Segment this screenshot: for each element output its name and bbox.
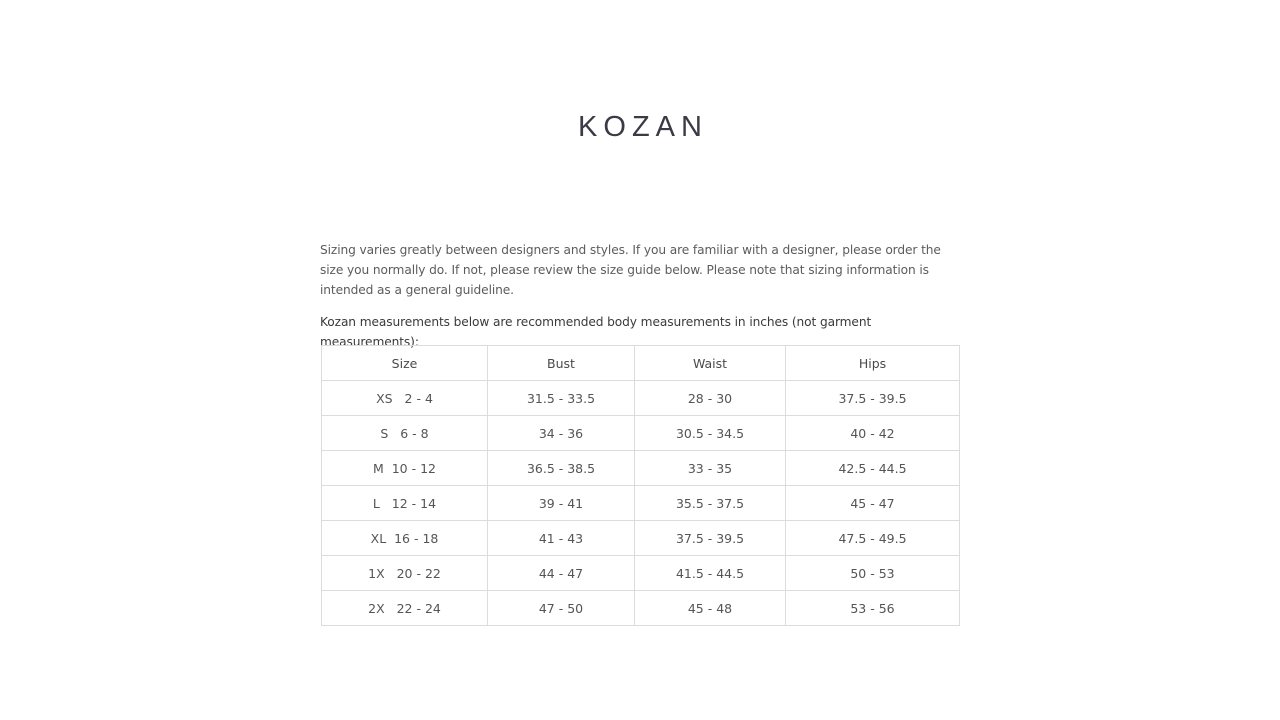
measurement-note: Kozan measurements below are recommended body measurements in inches (not garment measurements): bbox=[320, 315, 872, 349]
intro-text: Sizing varies greatly between designers and styles. If you are familiar with a designer, please order the size you normally do. If not, please review the size guide below. Please note that sizing information is intended as a general guideline. bbox=[320, 243, 941, 297]
cell-size: 1X 20 - 22 bbox=[322, 556, 488, 591]
cell-size: 2X 22 - 24 bbox=[322, 591, 488, 626]
cell-bust: 34 - 36 bbox=[488, 416, 635, 451]
cell-hips: 40 - 42 bbox=[786, 416, 960, 451]
table-row bbox=[322, 381, 960, 416]
cell-bust: 41 - 43 bbox=[488, 521, 635, 556]
cell-hips: 53 - 56 bbox=[786, 591, 960, 626]
cell-waist: 37.5 - 39.5 bbox=[635, 521, 786, 556]
brand-logo: KOZAN bbox=[578, 111, 708, 143]
header-hips: Hips bbox=[786, 346, 960, 381]
cell-bust: 36.5 - 38.5 bbox=[488, 451, 635, 486]
cell-bust: 44 - 47 bbox=[488, 556, 635, 591]
table-row bbox=[322, 556, 960, 591]
cell-waist: 35.5 - 37.5 bbox=[635, 486, 786, 521]
cell-size: L 12 - 14 bbox=[322, 486, 488, 521]
cell-hips: 42.5 - 44.5 bbox=[786, 451, 960, 486]
cell-waist: 33 - 35 bbox=[635, 451, 786, 486]
cell-bust: 47 - 50 bbox=[488, 591, 635, 626]
cell-size: XS 2 - 4 bbox=[322, 381, 488, 416]
cell-hips: 37.5 - 39.5 bbox=[786, 381, 960, 416]
cell-size: M 10 - 12 bbox=[322, 451, 488, 486]
cell-size: S 6 - 8 bbox=[322, 416, 488, 451]
cell-waist: 41.5 - 44.5 bbox=[635, 556, 786, 591]
cell-waist: 30.5 - 34.5 bbox=[635, 416, 786, 451]
table-header-row bbox=[322, 346, 960, 381]
cell-waist: 45 - 48 bbox=[635, 591, 786, 626]
table-row bbox=[322, 451, 960, 486]
table-row bbox=[322, 416, 960, 451]
cell-hips: 47.5 - 49.5 bbox=[786, 521, 960, 556]
header-waist: Waist bbox=[635, 346, 786, 381]
cell-size: XL 16 - 18 bbox=[322, 521, 488, 556]
cell-bust: 39 - 41 bbox=[488, 486, 635, 521]
header-size: Size bbox=[322, 346, 488, 381]
table-row bbox=[322, 521, 960, 556]
cell-hips: 45 - 47 bbox=[786, 486, 960, 521]
cell-hips: 50 - 53 bbox=[786, 556, 960, 591]
table-row bbox=[322, 591, 960, 626]
header-bust: Bust bbox=[488, 346, 635, 381]
cell-waist: 28 - 30 bbox=[635, 381, 786, 416]
size-chart-table bbox=[321, 345, 960, 626]
table-row bbox=[322, 486, 960, 521]
cell-bust: 31.5 - 33.5 bbox=[488, 381, 635, 416]
size-guide bbox=[320, 240, 960, 616]
